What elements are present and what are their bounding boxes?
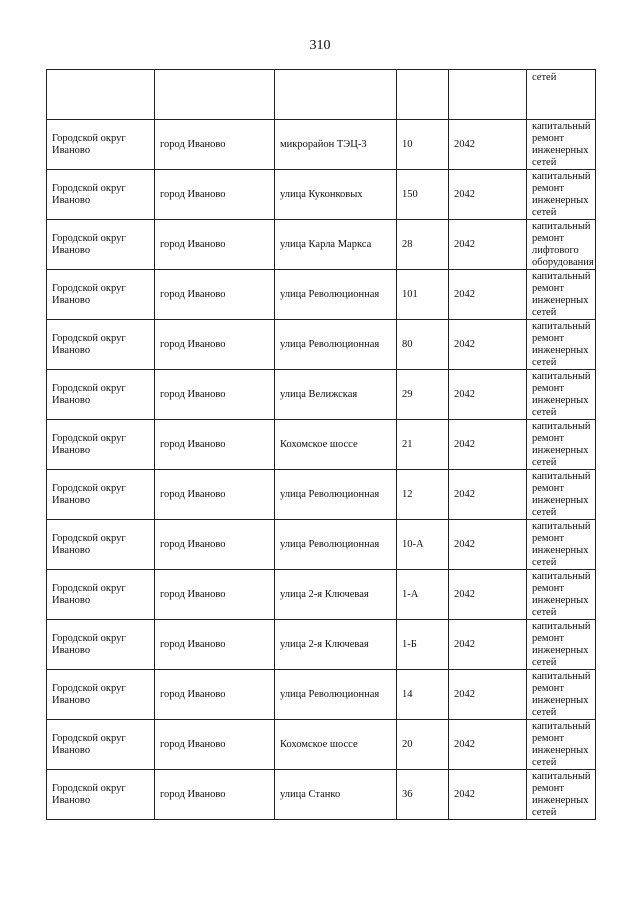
table-row [47, 120, 596, 170]
table-row [47, 620, 596, 670]
table-row [47, 420, 596, 470]
continuation-row [47, 70, 596, 120]
table-row [47, 220, 596, 270]
cell-municipality [47, 70, 155, 120]
cell-work-type: капитальный ремонт инженерных сетей [527, 320, 596, 370]
cell-locality: город Иваново [155, 120, 275, 170]
table-row [47, 320, 596, 370]
cell-year: 2042 [449, 470, 527, 520]
table-row [47, 370, 596, 420]
table-row [47, 170, 596, 220]
cell-house: 150 [397, 170, 449, 220]
cell-work-type: капитальный ремонт инженерных сетей [527, 420, 596, 470]
cell-house: 29 [397, 370, 449, 420]
cell-locality: город Иваново [155, 620, 275, 670]
cell-locality: город Иваново [155, 470, 275, 520]
cell-year: 2042 [449, 220, 527, 270]
cell-house: 36 [397, 770, 449, 820]
cell-street [275, 70, 397, 120]
cell-house: 21 [397, 420, 449, 470]
cell-year: 2042 [449, 620, 527, 670]
cell-work-type: сетей [527, 70, 596, 120]
cell-municipality: Городской округ Иваново [47, 170, 155, 220]
cell-locality: город Иваново [155, 570, 275, 620]
cell-street: улица Куконковых [275, 170, 397, 220]
cell-house [397, 70, 449, 120]
cell-locality: город Иваново [155, 320, 275, 370]
cell-work-type: капитальный ремонт лифтового оборудования [527, 220, 596, 270]
cell-municipality: Городской округ Иваново [47, 270, 155, 320]
cell-year: 2042 [449, 720, 527, 770]
cell-year: 2042 [449, 120, 527, 170]
cell-house: 14 [397, 670, 449, 720]
cell-locality [155, 70, 275, 120]
cell-locality: город Иваново [155, 270, 275, 320]
cell-street: улица Революционная [275, 270, 397, 320]
cell-locality: город Иваново [155, 420, 275, 470]
cell-work-type: капитальный ремонт инженерных сетей [527, 570, 596, 620]
cell-street: улица Революционная [275, 670, 397, 720]
cell-street: улица Карла Маркса [275, 220, 397, 270]
cell-street: микрорайон ТЭЦ-3 [275, 120, 397, 170]
cell-locality: город Иваново [155, 220, 275, 270]
cell-work-type: капитальный ремонт инженерных сетей [527, 620, 596, 670]
cell-street: улица Станко [275, 770, 397, 820]
cell-municipality: Городской округ Иваново [47, 420, 155, 470]
cell-municipality: Городской округ Иваново [47, 220, 155, 270]
cell-year: 2042 [449, 670, 527, 720]
cell-municipality: Городской округ Иваново [47, 470, 155, 520]
cell-street: улица 2-я Ключевая [275, 570, 397, 620]
cell-work-type: капитальный ремонт инженерных сетей [527, 370, 596, 420]
cell-year: 2042 [449, 270, 527, 320]
cell-locality: город Иваново [155, 520, 275, 570]
cell-municipality: Городской округ Иваново [47, 720, 155, 770]
cell-street: Кохомское шоссе [275, 420, 397, 470]
cell-work-type: капитальный ремонт инженерных сетей [527, 170, 596, 220]
cell-house: 80 [397, 320, 449, 370]
cell-street: улица Революционная [275, 470, 397, 520]
cell-municipality: Городской округ Иваново [47, 770, 155, 820]
cell-street: улица 2-я Ключевая [275, 620, 397, 670]
cell-locality: город Иваново [155, 670, 275, 720]
cell-house: 1-Б [397, 620, 449, 670]
cell-house: 20 [397, 720, 449, 770]
table-row [47, 270, 596, 320]
cell-year: 2042 [449, 370, 527, 420]
cell-locality: город Иваново [155, 720, 275, 770]
cell-municipality: Городской округ Иваново [47, 120, 155, 170]
cell-year: 2042 [449, 770, 527, 820]
table-row [47, 770, 596, 820]
cell-house: 10 [397, 120, 449, 170]
cell-municipality: Городской округ Иваново [47, 320, 155, 370]
cell-locality: город Иваново [155, 770, 275, 820]
cell-year: 2042 [449, 520, 527, 570]
cell-house: 28 [397, 220, 449, 270]
cell-year: 2042 [449, 170, 527, 220]
cell-work-type: капитальный ремонт инженерных сетей [527, 470, 596, 520]
cell-year: 2042 [449, 570, 527, 620]
cell-year: 2042 [449, 320, 527, 370]
table-row [47, 670, 596, 720]
table-row [47, 470, 596, 520]
repair-schedule-table [46, 69, 596, 820]
cell-municipality: Городской округ Иваново [47, 370, 155, 420]
cell-work-type: капитальный ремонт инженерных сетей [527, 670, 596, 720]
cell-municipality: Городской округ Иваново [47, 570, 155, 620]
cell-work-type: капитальный ремонт инженерных сетей [527, 270, 596, 320]
cell-municipality: Городской округ Иваново [47, 620, 155, 670]
cell-municipality: Городской округ Иваново [47, 670, 155, 720]
cell-work-type: капитальный ремонт инженерных сетей [527, 520, 596, 570]
table-row [47, 570, 596, 620]
cell-street: улица Революционная [275, 320, 397, 370]
table-body [47, 70, 596, 820]
cell-house: 101 [397, 270, 449, 320]
table-row [47, 520, 596, 570]
page-number: 310 [309, 38, 331, 53]
cell-work-type: капитальный ремонт инженерных сетей [527, 120, 596, 170]
cell-house: 1-А [397, 570, 449, 620]
cell-municipality: Городской округ Иваново [47, 520, 155, 570]
cell-year [449, 70, 527, 120]
cell-locality: город Иваново [155, 370, 275, 420]
cell-locality: город Иваново [155, 170, 275, 220]
cell-work-type: капитальный ремонт инженерных сетей [527, 720, 596, 770]
cell-street: улица Революционная [275, 520, 397, 570]
cell-work-type: капитальный ремонт инженерных сетей [527, 770, 596, 820]
cell-year: 2042 [449, 420, 527, 470]
cell-street: Кохомское шоссе [275, 720, 397, 770]
cell-street: улица Велижская [275, 370, 397, 420]
cell-house: 10-А [397, 520, 449, 570]
table-row [47, 720, 596, 770]
cell-house: 12 [397, 470, 449, 520]
